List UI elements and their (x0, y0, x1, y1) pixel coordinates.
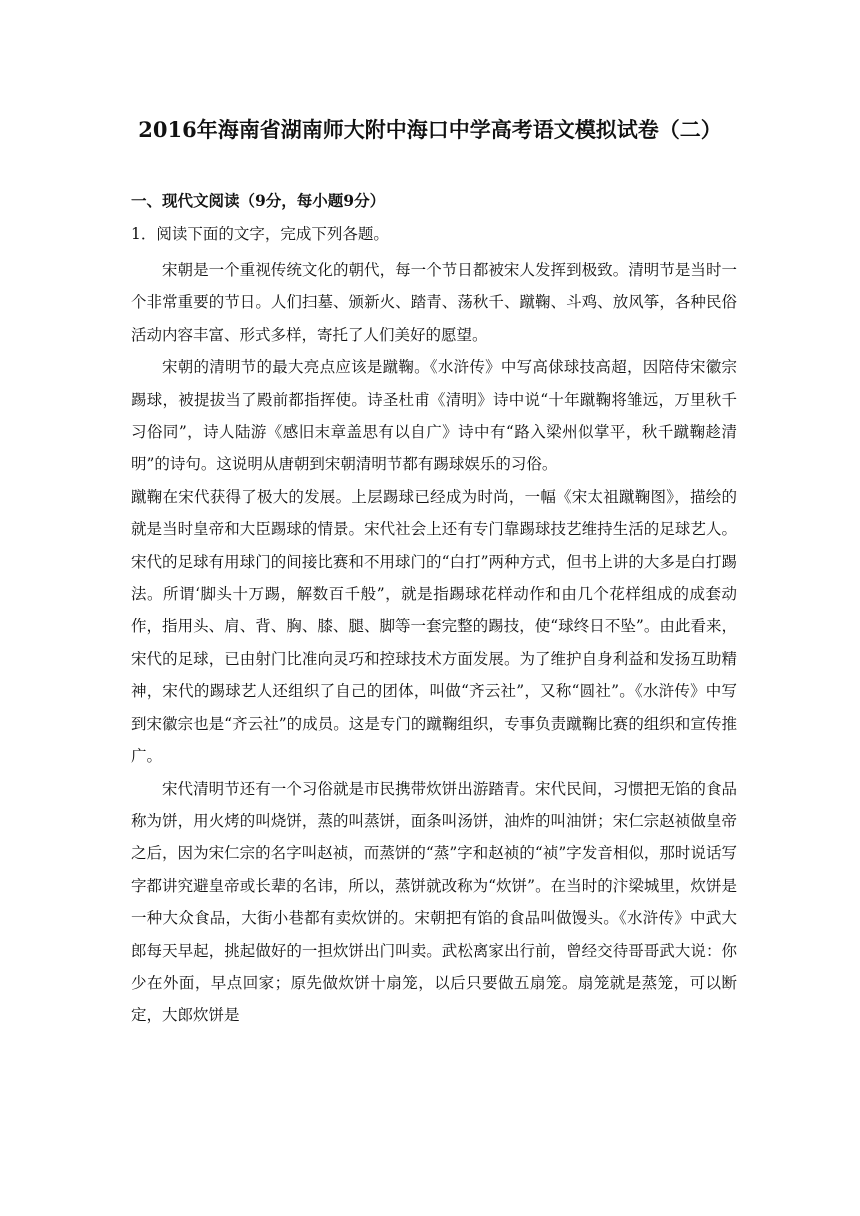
passage-paragraph: 宋朝是一个重视传统文化的朝代，每一个节日都被宋人发挥到极致。清明节是当时一个非常重要的节日。人们扫墓、颁新火、踏青、荡秋千、蹴鞠、斗鸡、放风筝，各种民俗活动内容丰富、形式多样，寄托了人们美好的愿望。 (131, 261, 737, 344)
question-prompt: 1．阅读下面的文字，完成下列各题。 (131, 225, 389, 243)
reading-passage (131, 254, 737, 1032)
document-title: 2016年海南省湖南师大附中海口中学高考语文模拟试卷（二） (138, 117, 722, 142)
passage-paragraph: 蹴鞠在宋代获得了极大的发展。上层踢球已经成为时尚，一幅《宋太祖蹴鞠图》，描绘的就是当时皇帝和大臣踢球的情景。宋代社会上还有专门靠踢球技艺维持生活的足球艺人。宋代的足球有用球门的间接比赛和不用球门的“白打”两种方式，但书上讲的大多是白打踢法。所谓‘脚头十万踢，解数百千般”，就是指踢球花样动作和由几个花样组成的成套动作，指用头、肩、背、胸、膝、腿、脚等一套完整的踢技，使“球终日不坠”。由此看来，宋代的足球，已由射门比准向灵巧和控球技术方面发展。为了维护自身利益和发扬互助精神，宋代的踢球艺人还组织了自己的团体，叫做“齐云社”，又称“圆社”。《水浒传》中写到宋徽宗也是“齐云社”的成员。这是专门的蹴鞠组织，专事负责蹴鞠比赛的组织和宣传推广。 (131, 487, 737, 766)
passage-paragraph: 宋朝的清明节的最大亮点应该是蹴鞠。《水浒传》中写高俅球技高超，因陪侍宋徽宗踢球，被提拔当了殿前都指挥使。诗圣杜甫《清明》诗中说“十年蹴鞠将雏远，万里秋千习俗同”，诗人陆游《感旧末章盖思有以自广》诗中有“路入梁州似掌平，秋千蹴鞠趁清明”的诗句。这说明从唐朝到宋朝清明节都有踢球娱乐的习俗。 (131, 358, 737, 474)
section-heading: 一、现代文阅读（9分，每小题9分） (131, 191, 386, 210)
passage-paragraph: 宋代清明节还有一个习俗就是市民携带炊饼出游踏青。宋代民间，习惯把无馅的食品称为饼，用火烤的叫烧饼，蒸的叫蒸饼，面条叫汤饼，油炸的叫油饼；宋仁宗赵祯做皇帝之后，因为宋仁宗的名字叫赵祯，而蒸饼的“蒸”字和赵祯的“祯”字发音相似，那时说话写字都讲究避皇帝或长辈的名讳，所以，蒸饼就改称为“炊饼”。在当时的汴梁城里，炊饼是一种大众食品，大街小巷都有卖炊饼的。宋朝把有馅的食品叫做馒头。《水浒传》中武大郎每天早起，挑起做好的一担炊饼出门叫卖。武松离家出行前，曾经交待哥哥武大说：你少在外面，早点回家；原先做炊饼十扇笼，以后只要做五扇笼。扇笼就是蒸笼，可以断定，大郎炊饼是 (131, 779, 737, 1025)
